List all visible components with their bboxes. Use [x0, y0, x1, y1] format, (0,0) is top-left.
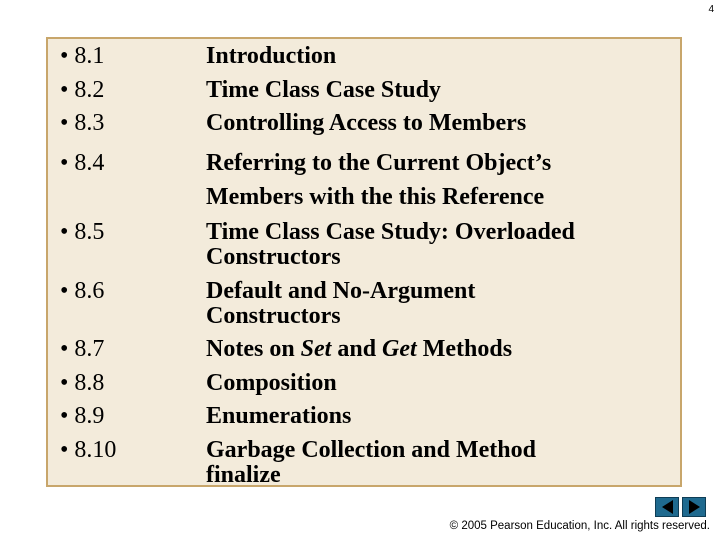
outline-number: • 8.9 — [60, 403, 105, 429]
outline-title-line: Time Class Case Study — [206, 77, 441, 103]
outline-title — [206, 403, 351, 428]
outline-title — [206, 219, 575, 269]
title-text: Notes on — [206, 336, 301, 362]
outline-title — [206, 437, 536, 487]
title-italic-text: Get — [382, 336, 417, 362]
left-arrow-icon — [662, 500, 673, 514]
outline-number: • 8.6 — [60, 278, 105, 304]
outline-number: • 8.5 — [60, 219, 105, 245]
outline-title-line: Constructors — [206, 244, 341, 270]
outline-title-line: Enumerations — [206, 403, 352, 429]
outline-title-line: Controlling Access to Members — [206, 110, 527, 136]
outline-title-line: Default and No-Argument — [206, 278, 476, 304]
outline-box — [46, 37, 682, 487]
outline-title-line — [206, 336, 512, 361]
title-text: and — [331, 336, 383, 362]
outline-number: • 8.8 — [60, 370, 105, 396]
outline-number: • 8.4 — [60, 150, 105, 176]
previous-slide-button[interactable] — [655, 497, 679, 517]
slide-navigation — [655, 497, 706, 517]
outline-title — [206, 110, 526, 135]
outline-title — [206, 77, 441, 102]
title-italic-text: Set — [300, 336, 332, 362]
outline-title-line: finalize — [206, 462, 281, 488]
outline-title-line: Time Class Case Study: Overloaded — [206, 219, 575, 245]
outline-number: • 8.1 — [60, 43, 105, 69]
outline-number: • 8.2 — [60, 77, 105, 103]
outline-number: • 8.7 — [60, 336, 105, 362]
slide-number: 4 — [708, 4, 714, 15]
outline-title — [206, 150, 551, 209]
outline-title — [206, 336, 512, 361]
outline-number: • 8.10 — [60, 437, 117, 463]
outline-title — [206, 278, 475, 328]
outline-title — [206, 370, 337, 395]
outline-title — [206, 43, 336, 68]
outline-title-line: Constructors — [206, 303, 341, 329]
outline-number: • 8.3 — [60, 110, 105, 136]
outline-title-line: Garbage Collection and Method — [206, 437, 536, 463]
outline-title-line: Referring to the Current Object’s — [206, 150, 552, 176]
outline-title-line: Members with the this Reference — [206, 184, 545, 210]
copyright-notice: © 2005 Pearson Education, Inc. All rights reserved. — [449, 520, 710, 532]
title-text: Methods — [416, 336, 513, 362]
outline-title-line: Composition — [206, 370, 337, 396]
outline-title-line: Introduction — [206, 43, 337, 69]
next-slide-button[interactable] — [682, 497, 706, 517]
right-arrow-icon — [689, 500, 700, 514]
